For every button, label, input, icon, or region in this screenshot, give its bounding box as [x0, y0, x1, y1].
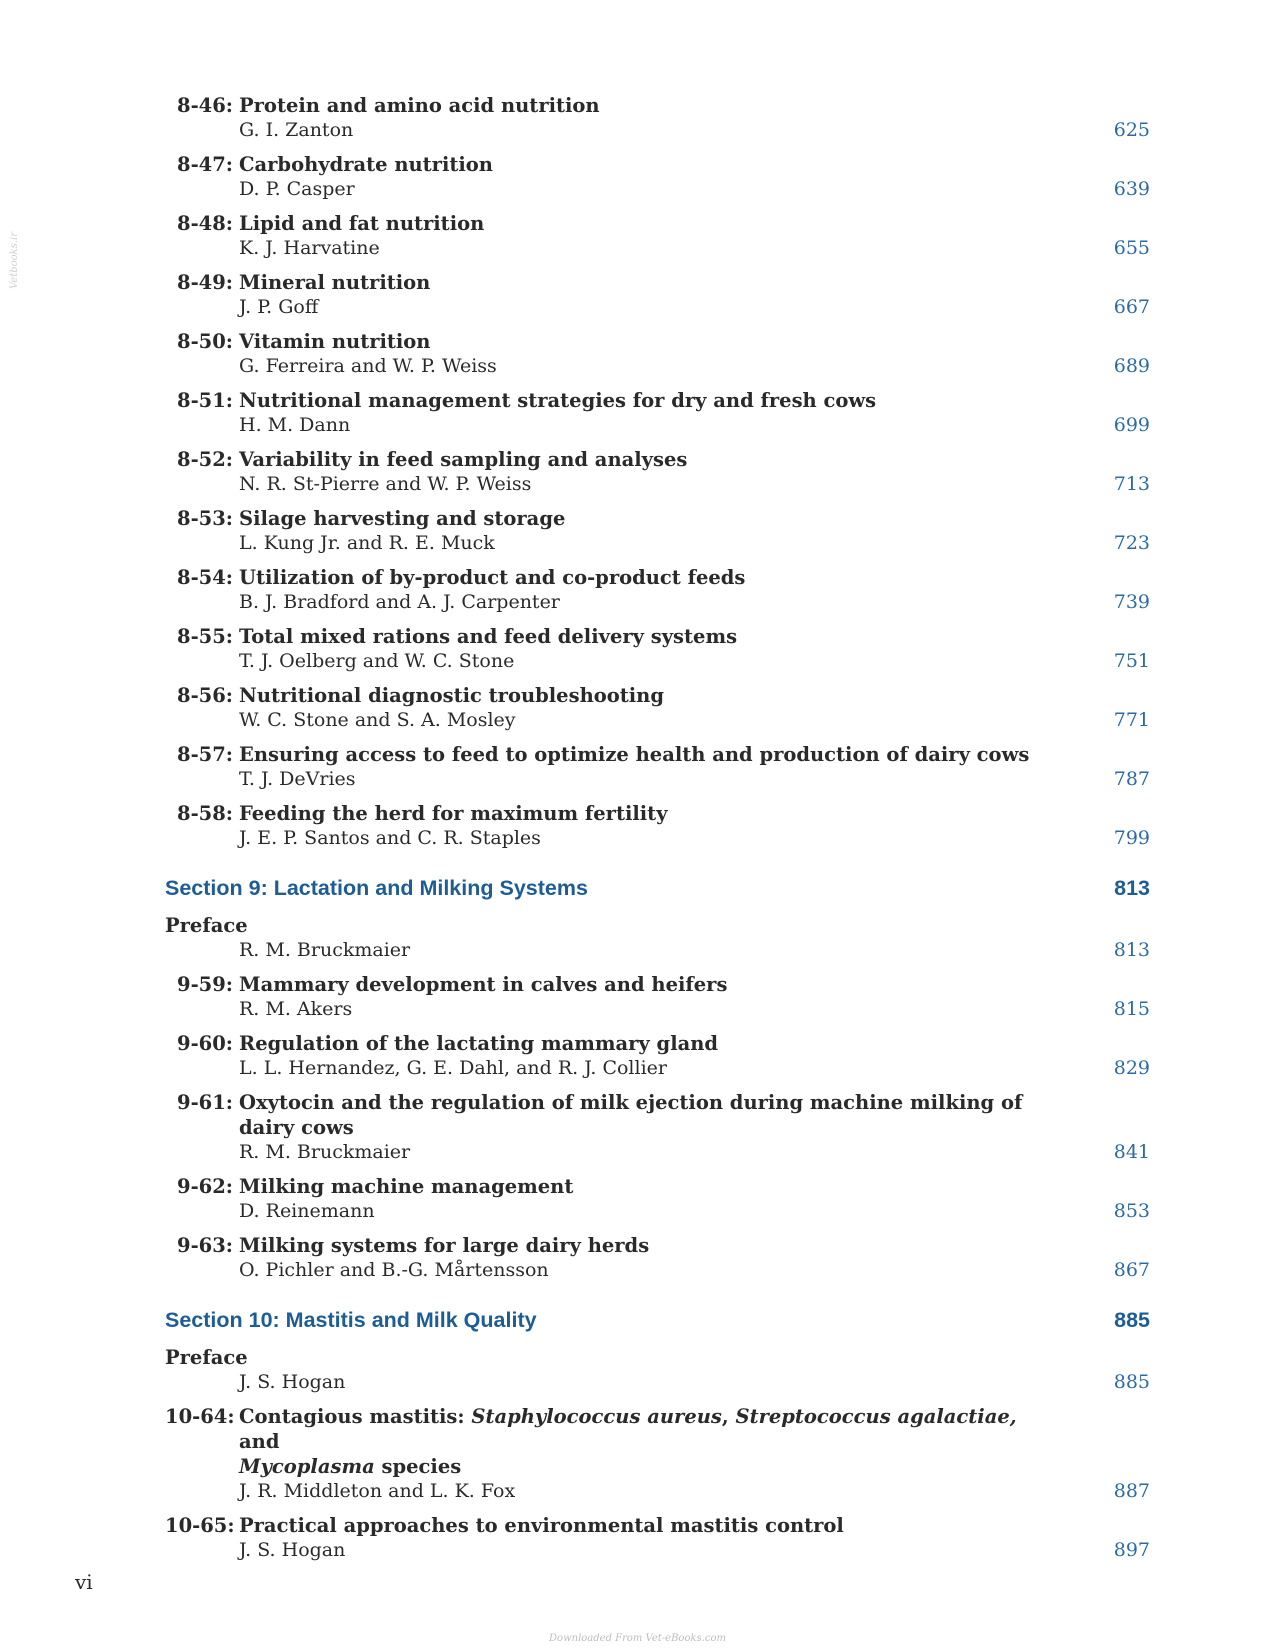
- entry-number: 8-55:: [177, 625, 233, 648]
- entry-authors: T. J. Oelberg and W. C. Stone: [239, 650, 515, 672]
- toc-entry-8-48[interactable]: [165, 211, 1150, 261]
- section-page-link[interactable]: 885: [1114, 1308, 1150, 1332]
- side-watermark: Vetbooks.ir: [9, 231, 21, 290]
- entry-authors: T. J. DeVries: [239, 768, 356, 790]
- entry-number: 8-53:: [177, 507, 233, 530]
- entry-title: 8-55: Total mixed rations and feed delivery systems: [177, 625, 738, 648]
- entry-number: 8-47:: [177, 153, 233, 176]
- toc-entry-8-50[interactable]: [165, 329, 1150, 379]
- toc-entry-8-58[interactable]: [165, 801, 1150, 851]
- entry-authors: K. J. Harvatine: [239, 237, 380, 259]
- entry-number: 8-49:: [177, 271, 233, 294]
- entry-authors: J. E. P. Santos and C. R. Staples: [239, 827, 541, 849]
- preface-title: Preface: [165, 914, 248, 937]
- entry-authors: L. L. Hernandez, G. E. Dahl, and R. J. Collier: [239, 1057, 667, 1079]
- entry-title: 8-50: Vitamin nutrition: [177, 330, 431, 353]
- preface-title: Preface: [165, 1346, 248, 1369]
- toc-entry-9-60[interactable]: [165, 1031, 1150, 1081]
- download-footer: Downloaded From Vet-eBooks.com: [549, 1633, 726, 1644]
- toc-entry-9-63[interactable]: [165, 1233, 1150, 1283]
- toc-entry-10-65[interactable]: [165, 1513, 1150, 1563]
- entry-number: 9-59:: [177, 973, 233, 996]
- toc-entry-8-51[interactable]: [165, 388, 1150, 438]
- entry-page-link[interactable]: 751: [1113, 650, 1150, 672]
- entry-number: 8-54:: [177, 566, 233, 589]
- entry-authors: D. P. Casper: [239, 178, 355, 200]
- entry-authors: G. I. Zanton: [239, 119, 354, 141]
- section-heading-9[interactable]: [165, 873, 1150, 903]
- toc-entry-8-47[interactable]: [165, 152, 1150, 202]
- toc-entry-8-46[interactable]: [165, 93, 1150, 143]
- entry-page-link[interactable]: 885: [1113, 1371, 1150, 1393]
- entry-authors: J. S. Hogan: [239, 1539, 346, 1561]
- toc-entry-8-54[interactable]: [165, 565, 1150, 615]
- entry-number: 8-46:: [177, 94, 233, 117]
- toc-entry-9-61[interactable]: [165, 1090, 1150, 1165]
- entry-authors: B. J. Bradford and A. J. Carpenter: [239, 591, 560, 613]
- entry-authors: G. Ferreira and W. P. Weiss: [239, 355, 497, 377]
- entry-page-link[interactable]: 813: [1113, 939, 1150, 961]
- entry-number: 8-58:: [177, 802, 233, 825]
- entry-number: 8-52:: [177, 448, 233, 471]
- entry-authors: N. R. St-Pierre and W. P. Weiss: [239, 473, 532, 495]
- table-of-contents: [165, 93, 1150, 1572]
- entry-page-link[interactable]: 815: [1113, 998, 1150, 1020]
- toc-entry-8-55[interactable]: [165, 624, 1150, 674]
- entry-title: 8-51: Nutritional management strategies for dry and fresh cows: [177, 389, 877, 412]
- entry-number: 8-56:: [177, 684, 233, 707]
- section-page-link[interactable]: 813: [1114, 876, 1150, 900]
- entry-title: 9-59: Mammary development in calves and heifers: [177, 973, 728, 996]
- entry-number: 8-48:: [177, 212, 233, 235]
- entry-title: 8-56: Nutritional diagnostic troubleshooting: [177, 684, 664, 707]
- entry-page-link[interactable]: 723: [1113, 532, 1150, 554]
- entry-title: 9-62: Milking machine management: [177, 1175, 574, 1198]
- entry-page-link[interactable]: 787: [1113, 768, 1150, 790]
- entry-page-link[interactable]: 829: [1113, 1057, 1150, 1079]
- entry-authors: J. R. Middleton and L. K. Fox: [239, 1480, 516, 1502]
- entry-authors: R. M. Akers: [239, 998, 353, 1020]
- entry-number: 8-50:: [177, 330, 233, 353]
- entry-page-link[interactable]: 689: [1113, 355, 1150, 377]
- entry-page-link[interactable]: 667: [1113, 296, 1150, 318]
- entry-title: 8-53: Silage harvesting and storage: [177, 507, 566, 530]
- entry-title: 8-47: Carbohydrate nutrition: [177, 153, 493, 176]
- toc-entry-8-56[interactable]: [165, 683, 1150, 733]
- toc-entry-8-52[interactable]: [165, 447, 1150, 497]
- entry-page-link[interactable]: 625: [1113, 119, 1150, 141]
- toc-entry-9-59[interactable]: [165, 972, 1150, 1022]
- entry-page-link[interactable]: 771: [1113, 709, 1150, 731]
- entry-number: 9-61:: [177, 1091, 233, 1114]
- entry-title: 8-54: Utilization of by-product and co-product feeds: [177, 566, 746, 589]
- entry-authors: D. Reinemann: [239, 1200, 375, 1222]
- entry-title: 9-63: Milking systems for large dairy herds: [177, 1234, 650, 1257]
- entry-page-link[interactable]: 699: [1113, 414, 1150, 436]
- entry-title: 8-57: Ensuring access to feed to optimize health and production of dairy cows: [177, 743, 1030, 766]
- toc-entry-8-49[interactable]: [165, 270, 1150, 320]
- entry-number: 9-60:: [177, 1032, 233, 1055]
- section-heading-10[interactable]: [165, 1305, 1150, 1335]
- entry-page-link[interactable]: 655: [1113, 237, 1150, 259]
- toc-entry-8-53[interactable]: [165, 506, 1150, 556]
- entry-title: 10-64: Contagious mastitis: Staphylococcus aureus, Streptococcus agalactiae, and Mycoplasma species: [165, 1405, 1017, 1478]
- entry-number: 9-62:: [177, 1175, 233, 1198]
- entry-title: 8-46: Protein and amino acid nutrition: [177, 94, 600, 117]
- entry-title: 8-58: Feeding the herd for maximum fertility: [177, 802, 668, 825]
- entry-number: 9-63:: [177, 1234, 233, 1257]
- entry-title: 8-48: Lipid and fat nutrition: [177, 212, 485, 235]
- entry-page-link[interactable]: 799: [1113, 827, 1150, 849]
- entry-page-link[interactable]: 739: [1113, 591, 1150, 613]
- toc-entry-10-64[interactable]: [165, 1404, 1150, 1504]
- entry-authors: L. Kung Jr. and R. E. Muck: [239, 532, 495, 554]
- entry-title: 10-65: Practical approaches to environmental mastitis control: [165, 1514, 844, 1537]
- entry-page-link[interactable]: 713: [1113, 473, 1150, 495]
- page-folio: vi: [75, 1570, 93, 1594]
- entry-page-link[interactable]: 853: [1113, 1200, 1150, 1222]
- entry-number: 8-51:: [177, 389, 233, 412]
- entry-authors: R. M. Bruckmaier: [239, 1141, 411, 1163]
- entry-page-link[interactable]: 867: [1113, 1259, 1150, 1281]
- entry-authors: W. C. Stone and S. A. Mosley: [239, 709, 516, 731]
- entry-number: 8-57:: [177, 743, 233, 766]
- entry-title: 8-49: Mineral nutrition: [177, 271, 431, 294]
- entry-authors: J. S. Hogan: [239, 1371, 346, 1393]
- entry-authors: J. P. Goff: [239, 296, 319, 318]
- entry-authors: O. Pichler and B.-G. Mårtensson: [239, 1259, 549, 1281]
- toc-entry-9-62[interactable]: [165, 1174, 1150, 1224]
- toc-entry-preface-10[interactable]: [165, 1345, 1150, 1395]
- entry-authors: H. M. Dann: [239, 414, 351, 436]
- entry-title: 9-61: Oxytocin and the regulation of milk ejection during machine milking of dairy cows: [177, 1091, 1023, 1139]
- entry-number: 10-64:: [165, 1405, 235, 1428]
- entry-title: 9-60: Regulation of the lactating mammary gland: [177, 1032, 719, 1055]
- toc-entry-8-57[interactable]: [165, 742, 1150, 792]
- entry-page-link[interactable]: 841: [1113, 1141, 1150, 1163]
- entry-page-link[interactable]: 897: [1113, 1539, 1150, 1561]
- section-title: Section 9: Lactation and Milking Systems: [165, 876, 588, 900]
- entry-page-link[interactable]: 887: [1113, 1480, 1150, 1502]
- entry-title: 8-52: Variability in feed sampling and analyses: [177, 448, 688, 471]
- section-title: Section 10: Mastitis and Milk Quality: [165, 1308, 537, 1332]
- entry-authors: R. M. Bruckmaier: [239, 939, 411, 961]
- toc-entry-preface-9[interactable]: [165, 913, 1150, 963]
- entry-number: 10-65:: [165, 1514, 235, 1537]
- entry-page-link[interactable]: 639: [1113, 178, 1150, 200]
